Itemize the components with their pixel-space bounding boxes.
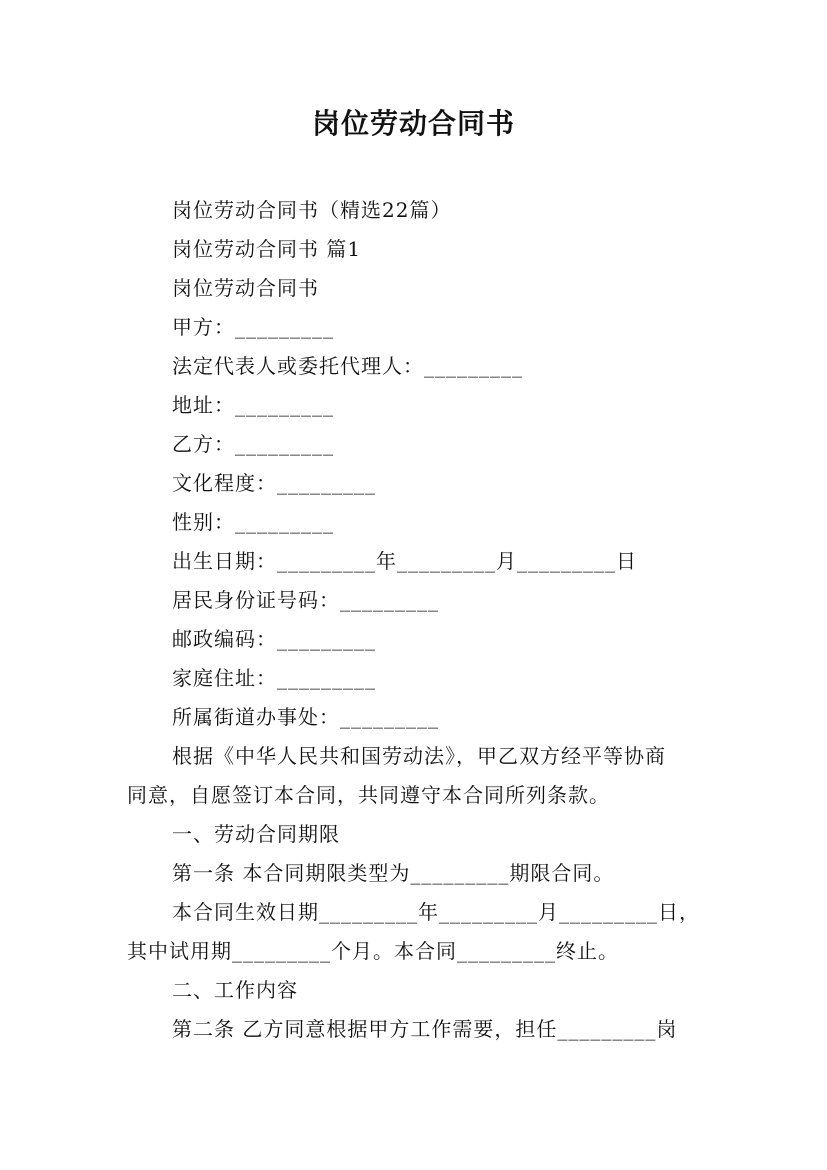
doc-line-article-1: 第一条 本合同期限类型为_________期限合同。 (172, 861, 615, 885)
doc-line-preamble-1: 根据《中华人民共和国劳动法》，甲乙双方经平等协商 (172, 744, 666, 768)
doc-line-home-address: 家庭住址：_________ (172, 666, 376, 690)
doc-line-subdistrict: 所属街道办事处：_________ (172, 705, 439, 729)
doc-line-subtitle: 岗位劳动合同书（精选22篇） (172, 198, 452, 222)
doc-line-effective-date: 本合同生效日期_________年_________月_________日， (172, 900, 700, 924)
doc-line-id-number: 居民身份证号码：_________ (172, 588, 439, 612)
doc-line-education: 文化程度：_________ (172, 471, 376, 495)
doc-line-birth-date: 出生日期：_________年_________月_________日 (172, 549, 637, 573)
doc-line-preamble-2: 同意，自愿签订本合同，共同遵守本合同所列条款。 (127, 783, 610, 807)
doc-line-representative: 法定代表人或委托代理人：_________ (172, 354, 523, 378)
doc-line-gender: 性别：_________ (172, 510, 334, 534)
doc-line-section-1-heading: 一、劳动合同期限 (172, 822, 340, 846)
doc-line-section-2-heading: 二、工作内容 (172, 978, 298, 1002)
doc-line-article-2: 第二条 乙方同意根据甲方工作需要，担任_________岗 (172, 1017, 678, 1041)
doc-line-probation: 其中试用期_________个月。本合同_________终止。 (127, 939, 619, 963)
doc-line-section-heading: 岗位劳动合同书 篇1 (172, 237, 362, 261)
doc-line-party-a: 甲方：_________ (172, 315, 334, 339)
document-title: 岗位劳动合同书 (311, 107, 515, 140)
doc-line-party-b: 乙方：_________ (172, 432, 334, 456)
doc-line-contract-name: 岗位劳动合同书 (172, 276, 319, 300)
doc-line-postal-code: 邮政编码：_________ (172, 627, 376, 651)
doc-line-address: 地址：_________ (172, 393, 334, 417)
